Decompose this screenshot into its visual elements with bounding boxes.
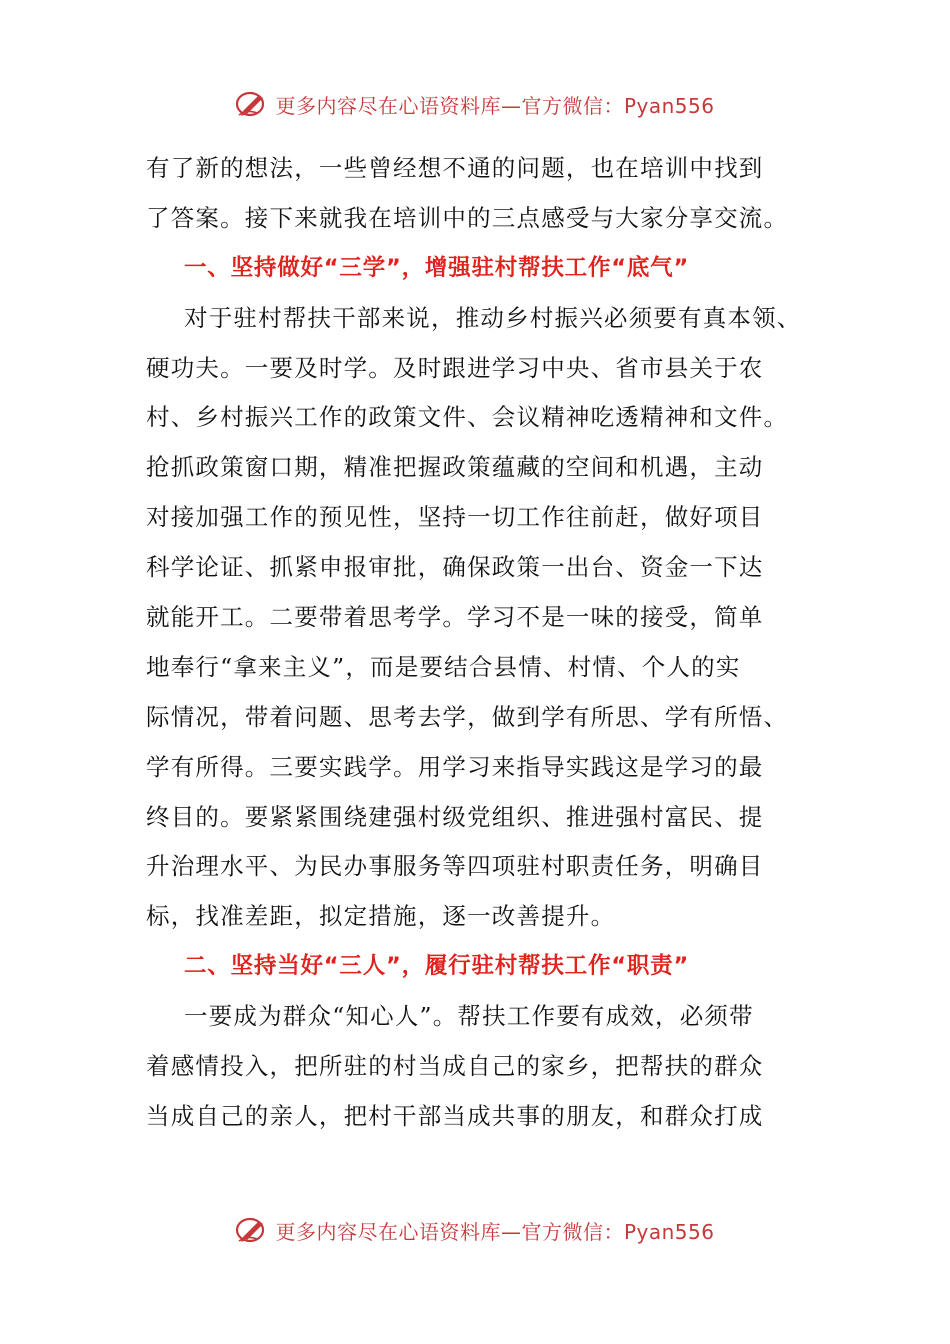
- paragraph-line: 升治理水平、为民办事服务等四项驻村职责任务，明确目: [146, 852, 764, 881]
- paragraph-line: 村、乡村振兴工作的政策文件、会议精神吃透精神和文件。: [146, 403, 789, 432]
- paragraph-line: 了答案。接下来就我在培训中的三点感受与大家分享交流。: [146, 203, 789, 232]
- pen-logo-icon: [235, 1215, 269, 1245]
- paragraph-line: 际情况，带着问题、思考去学，做到学有所思、学有所悟、: [146, 702, 789, 731]
- paragraph-line: 终目的。要紧紧围绕建强村级党组织、推进强村富民、提: [146, 802, 764, 831]
- banner-text: 更多内容尽在心语资料库—官方微信：Pyan556: [275, 1219, 715, 1244]
- paragraph-line: 对于驻村帮扶干部来说，推动乡村振兴必须要有真本领、: [184, 303, 802, 332]
- section-heading: 二、坚持当好“三人”，履行驻村帮扶工作“职责”: [184, 953, 690, 980]
- header-banner: [0, 82, 950, 126]
- banner-text: 更多内容尽在心语资料库—官方微信：Pyan556: [275, 93, 715, 118]
- paragraph-line: 标，找准差距，拟定措施，逐一改善提升。: [146, 902, 616, 931]
- paragraph-line: 有了新的想法，一些曾经想不通的问题，也在培训中找到: [146, 154, 764, 182]
- paragraph-line: 就能开工。二要带着思考学。学习不是一味的接受，简单: [146, 603, 764, 632]
- footer-banner: [0, 1208, 950, 1252]
- paragraph-line: 对接加强工作的预见性，坚持一切工作往前赶，做好项目: [146, 503, 764, 532]
- paragraph-line: 当成自己的亲人，把村干部当成共事的朋友，和群众打成: [146, 1101, 764, 1130]
- paragraph-line: 一要成为群众“知心人”。帮扶工作要有成效，必须带: [184, 1002, 754, 1031]
- paragraph-line: 抢抓政策窗口期，精准把握政策蕴藏的空间和机遇，主动: [146, 453, 764, 482]
- section-heading: 一、坚持做好“三学”，增强驻村帮扶工作“底气”: [184, 254, 690, 281]
- banner-content: [235, 89, 714, 119]
- paragraph-line: 地奉行“拿来主义”，而是要结合县情、村情、个人的实: [146, 652, 741, 681]
- banner-content: [235, 1215, 714, 1245]
- document-body: [146, 144, 816, 1142]
- paragraph-line: 硬功夫。一要及时学。及时跟进学习中央、省市县关于农: [146, 353, 764, 382]
- paragraph-line: 学有所得。三要实践学。用学习来指导实践这是学习的最: [146, 752, 764, 781]
- paragraph-line: 科学论证、抓紧申报审批，确保政策一出台、资金一下达: [146, 553, 764, 582]
- paragraph-line: 着感情投入，把所驻的村当成自己的家乡，把帮扶的群众: [146, 1052, 764, 1081]
- pen-logo-icon: [235, 89, 269, 119]
